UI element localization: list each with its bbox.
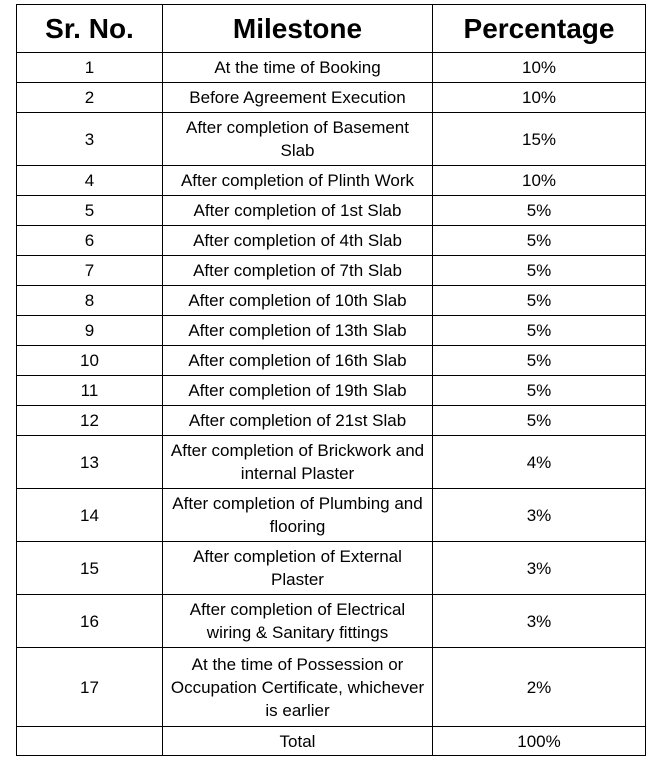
milestone-cell: After completion of 19th Slab (163, 376, 433, 406)
table-row (17, 346, 646, 376)
table-row (17, 226, 646, 256)
sr-no-cell: 14 (17, 489, 163, 542)
milestone-cell: After completion of 1st Slab (163, 196, 433, 226)
sr-no-cell: 15 (17, 542, 163, 595)
percentage-cell: 5% (433, 226, 646, 256)
total-percentage: 100% (433, 727, 646, 756)
sr-no-cell: 12 (17, 406, 163, 436)
milestone-cell: After completion of Plinth Work (163, 166, 433, 196)
percentage-cell: 2% (433, 648, 646, 727)
payment-milestone-table (16, 4, 646, 756)
milestone-cell: After completion of 4th Slab (163, 226, 433, 256)
milestone-cell: After completion of External Plaster (163, 542, 433, 595)
sr-no-cell: 6 (17, 226, 163, 256)
total-empty-cell (17, 727, 163, 756)
total-row (17, 727, 646, 756)
table-row (17, 376, 646, 406)
table-row (17, 316, 646, 346)
milestone-cell: After completion of 16th Slab (163, 346, 433, 376)
table-row (17, 542, 646, 595)
sr-no-cell: 17 (17, 648, 163, 727)
sr-no-cell: 4 (17, 166, 163, 196)
sr-no-cell: 16 (17, 595, 163, 648)
percentage-cell: 5% (433, 346, 646, 376)
table-row (17, 406, 646, 436)
milestone-cell: After completion of 21st Slab (163, 406, 433, 436)
milestone-cell: After completion of 7th Slab (163, 256, 433, 286)
sr-no-cell: 3 (17, 113, 163, 166)
sr-no-cell: 13 (17, 436, 163, 489)
milestone-cell: At the time of Possession or Occupation Certificate, whichever is earlier (163, 648, 433, 727)
percentage-cell: 15% (433, 113, 646, 166)
percentage-cell: 5% (433, 256, 646, 286)
percentage-cell: 5% (433, 286, 646, 316)
header-percentage: Percentage (433, 5, 646, 53)
sr-no-cell: 8 (17, 286, 163, 316)
percentage-cell: 5% (433, 316, 646, 346)
table-row (17, 595, 646, 648)
table-row (17, 83, 646, 113)
sr-no-cell: 1 (17, 53, 163, 83)
milestone-cell: After completion of Electrical wiring & Sanitary fittings (163, 595, 433, 648)
table-row (17, 286, 646, 316)
milestone-cell: After completion of Basement Slab (163, 113, 433, 166)
percentage-cell: 10% (433, 83, 646, 113)
milestone-cell: After completion of 10th Slab (163, 286, 433, 316)
header-row (17, 5, 646, 53)
milestone-cell: At the time of Booking (163, 53, 433, 83)
header-sr-no: Sr. No. (17, 5, 163, 53)
percentage-cell: 3% (433, 595, 646, 648)
percentage-cell: 3% (433, 542, 646, 595)
sr-no-cell: 7 (17, 256, 163, 286)
milestone-cell: After completion of 13th Slab (163, 316, 433, 346)
milestone-cell: Before Agreement Execution (163, 83, 433, 113)
table-row (17, 436, 646, 489)
milestone-cell: After completion of Plumbing and flooring (163, 489, 433, 542)
table-row (17, 113, 646, 166)
total-label: Total (163, 727, 433, 756)
table-row (17, 648, 646, 727)
milestone-cell: After completion of Brickwork and internal Plaster (163, 436, 433, 489)
sr-no-cell: 11 (17, 376, 163, 406)
table-row (17, 489, 646, 542)
percentage-cell: 3% (433, 489, 646, 542)
percentage-cell: 10% (433, 166, 646, 196)
header-milestone: Milestone (163, 5, 433, 53)
table-row (17, 166, 646, 196)
sr-no-cell: 9 (17, 316, 163, 346)
percentage-cell: 4% (433, 436, 646, 489)
sr-no-cell: 5 (17, 196, 163, 226)
sr-no-cell: 10 (17, 346, 163, 376)
table-row (17, 196, 646, 226)
table-row (17, 53, 646, 83)
percentage-cell: 5% (433, 376, 646, 406)
percentage-cell: 10% (433, 53, 646, 83)
percentage-cell: 5% (433, 196, 646, 226)
sr-no-cell: 2 (17, 83, 163, 113)
percentage-cell: 5% (433, 406, 646, 436)
table-row (17, 256, 646, 286)
